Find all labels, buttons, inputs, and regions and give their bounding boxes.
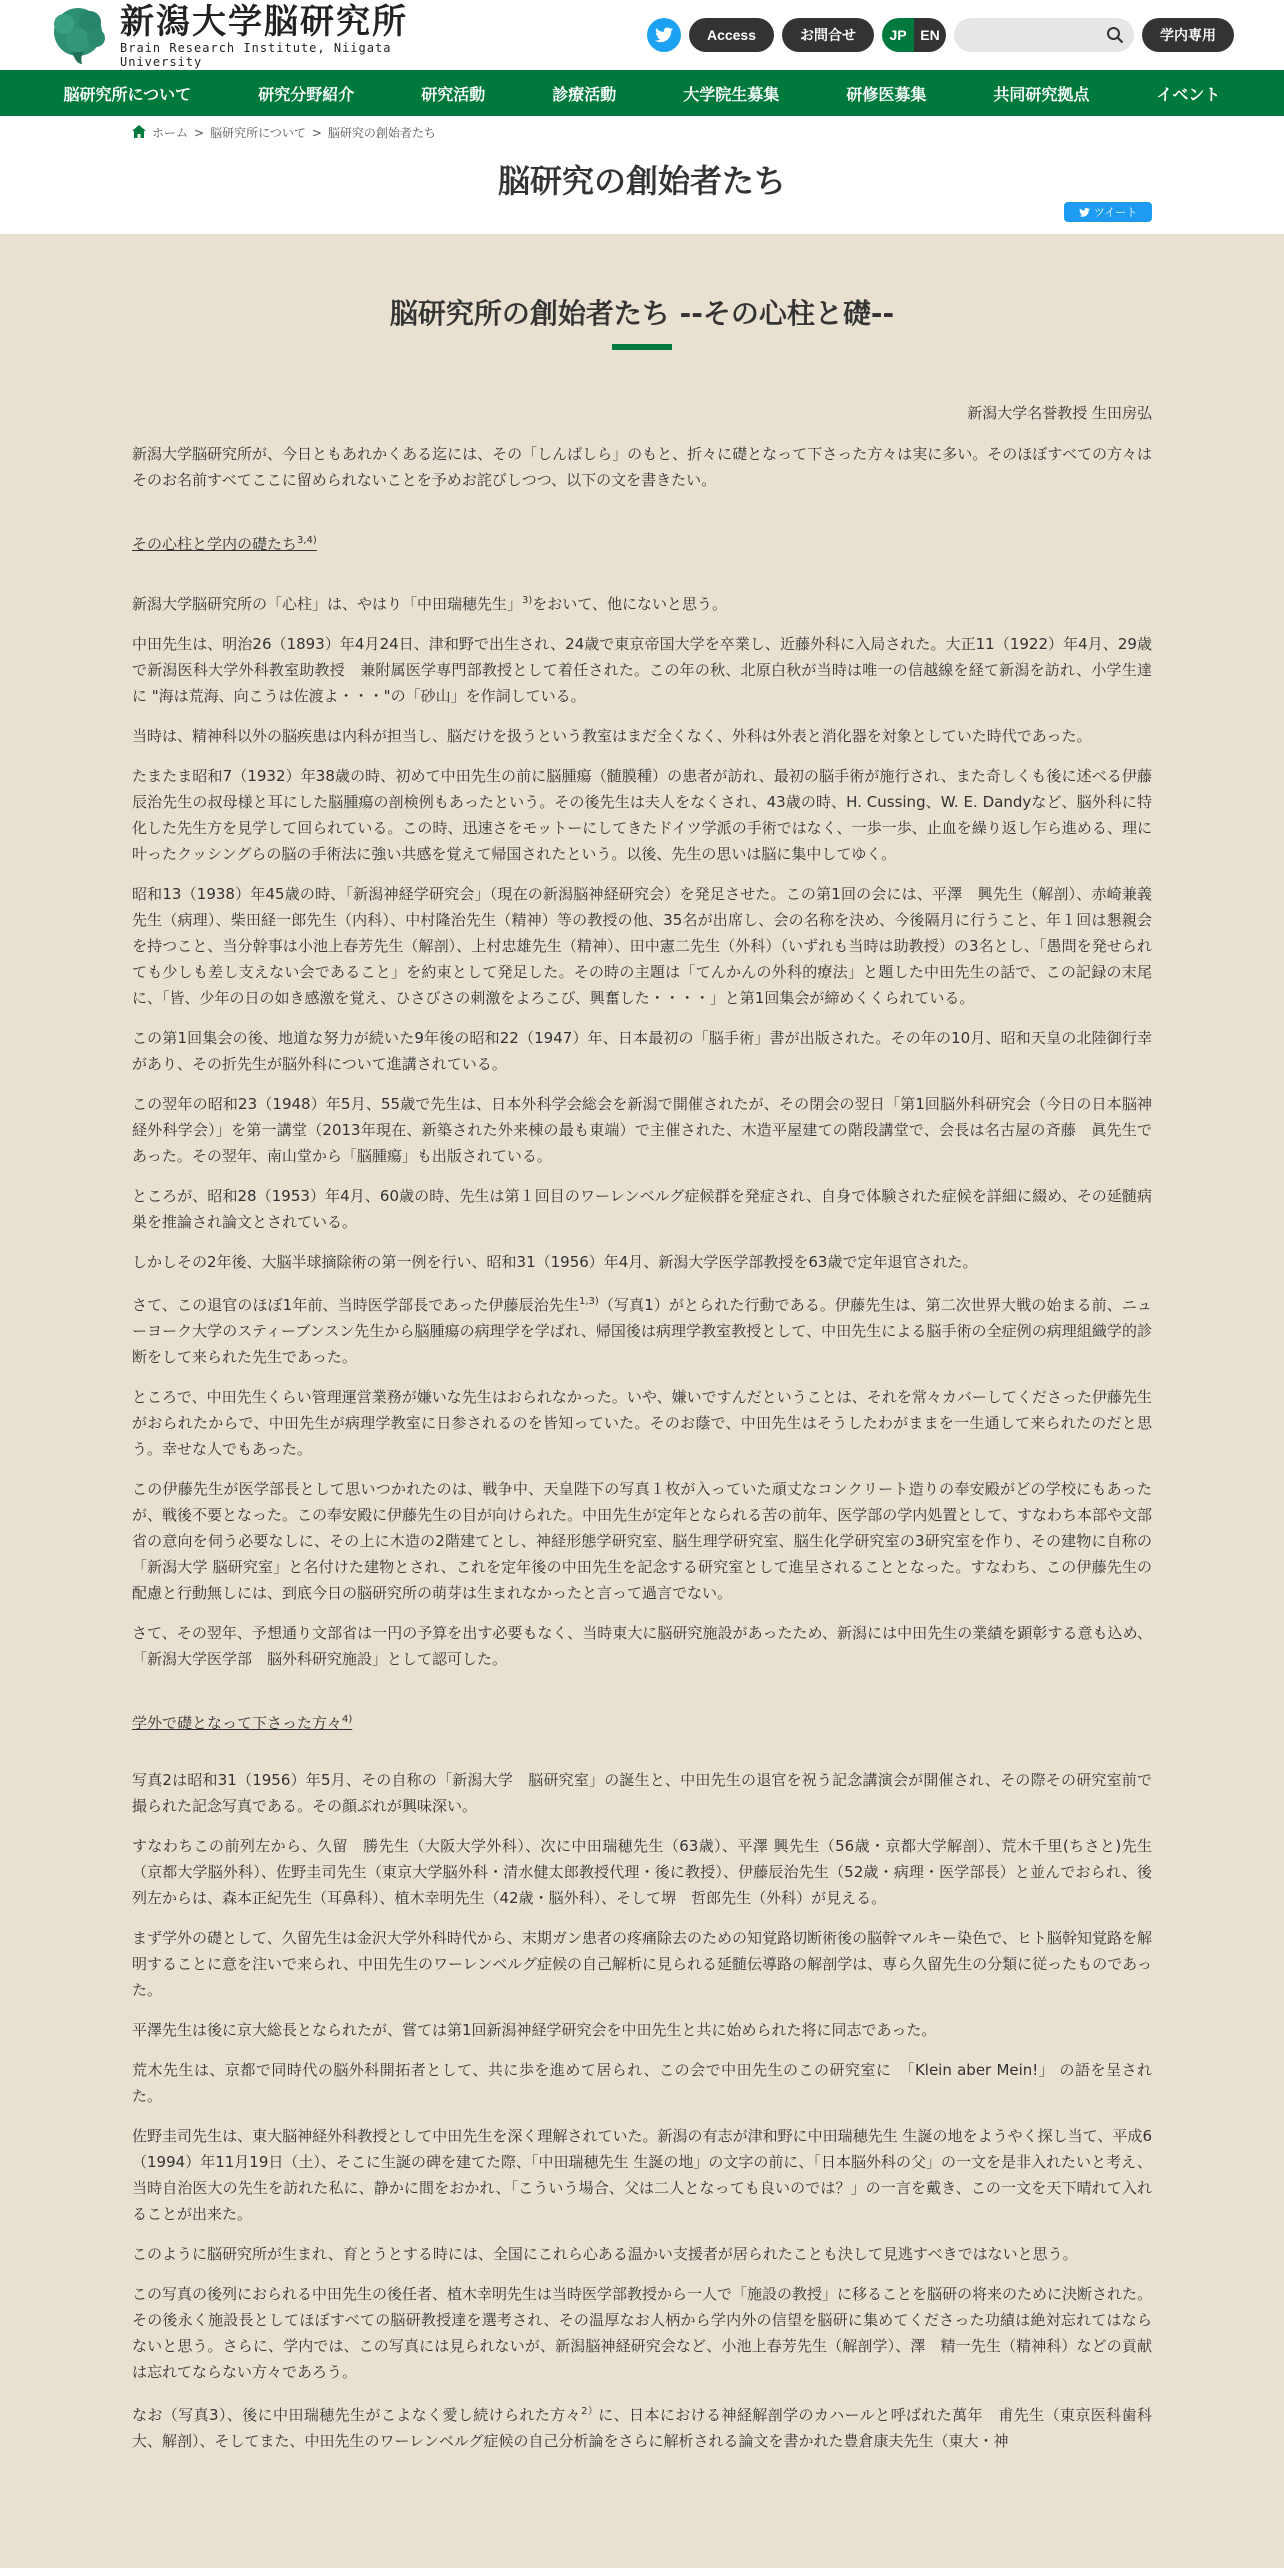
section-heading — [132, 1712, 1152, 1733]
nav-item-about[interactable]: 脳研究所について — [63, 84, 192, 104]
paragraph: ところが、昭和28（1953）年4月、60歳の時、先生は第１回目のワーレンベルグ症候群を発症され、自身で体験された症候を詳細に綴め、その延髄病巣を推論され論文とされている。 — [132, 1187, 1152, 1231]
footnote-ref: 3) — [522, 595, 533, 606]
logo-japanese: 新潟大学脳研究所 — [120, 2, 408, 42]
paragraph-text: 新潟大学脳研究所の「心柱」は、やはり「中田瑞穂先生」 — [132, 595, 523, 613]
site-logo[interactable] — [42, 2, 422, 69]
paragraph: この写真の後列におられる中田先生の後任者、植木幸明先生は当時医学部教授から一人で「施設の教授」に移ることを脳研の将来のために決断された。その後永く施設長としてほぼすべての脳研教授達を選考され、その温厚なお人柄から学内外の信望を脳研に集めてくださった功績は絶対忘れてはならないと思う。さらに、学内では、この写真には見られないが、新潟脳神経研究会など、小池上春芳先生（解剖学）、澤 精一先生（精神科）などの貢献は忘れてならない方々であろう。 — [132, 2285, 1153, 2381]
paragraph: さて、その翌年、予想通り文部省は一円の予算を出す必要もなく、当時東大に脳研究施設があったため、新潟には中田先生の業績を顕彰する意も込め、「新潟大学医学部 脳外科研究施設」として認可した。 — [132, 1624, 1152, 1668]
footnote-ref: 4) — [342, 1714, 353, 1725]
page-title: 脳研究の創始者たち — [497, 162, 786, 200]
paragraph: まず学外の礎として、久留先生は金沢大学外科時代から、末期ガン患者の疼痛除去のための知覚路切断術後の脳幹マルキー染色で、ヒト脳幹知覚路を解明することに意を注いで来られ、中田先生のワーレンベルグ症候の自己解析に見られる延髄伝導路の解剖学は、専ら久留先生の分類に従ったものであった。 — [132, 1929, 1152, 1999]
home-icon[interactable] — [132, 125, 146, 141]
paragraph — [132, 588, 1152, 617]
footnote-ref: 1,3) — [579, 1296, 599, 1307]
paragraph: このように脳研究所が生まれ、育とうとする時には、全国にこれら心ある温かい支援者が居られたことも決して見逃すべきではないと思う。 — [132, 2245, 1078, 2263]
nav-item-graduate[interactable]: 大学院生募集 — [683, 84, 780, 104]
paragraph: この翌年の昭和23（1948）年5月、55歳で先生は、日本外科学会総会を新潟で開催されたが、その閉会の翌日「第1回脳外科研究会（今日の日本脳神経外科学会）」を第一講堂（2013年現在、新築された外来棟の最も東端）で主催された、木造平屋建ての階段講堂で、会長は名古屋の斉藤 眞先生であった。その翌年、南山堂から「脳腫瘍」も出版されている。 — [132, 1095, 1152, 1165]
paragraph-text: なお（写真3）、後に中田瑞穂先生がこよなく愛し続けられた方々 — [132, 2406, 582, 2424]
page-title-band — [0, 116, 1284, 234]
paragraph-text: （写真1）がとられた行動である。伊藤先生は、第二次世界大戦の始まる前、ニューヨーク大学のスティーブンスン先生から脳腫瘍の病理学を学ばれ、帰国後は病理学教室教授として、中田先生による脳手術の全症例の病理組織学的診断をして来られた先生であった。 — [132, 1296, 1152, 1366]
intranet-button[interactable]: 学内専用 — [1142, 18, 1234, 52]
lang-en-button[interactable]: EN — [914, 18, 946, 52]
paragraph: しかしその2年後、大脳半球摘除術の第一例を行い、昭和31（1956）年4月、新潟大学医学部教授を63歳で定年退官された。 — [132, 1253, 978, 1271]
paragraph: 当時は、精神科以外の脳疾患は内科が担当し、脳だけを扱うという教室はまだ全くなく、外科は外表と消化器を対象としていた時代であった。 — [132, 727, 1092, 745]
nav-item-residents[interactable]: 研修医募集 — [846, 84, 927, 104]
article-author: 新潟大学名誉教授 生田房弘 — [967, 404, 1152, 422]
paragraph: たまたま昭和7（1932）年38歳の時、初めて中田先生の前に脳腫瘍（髄膜種）の患者が訪れ、最初の脳手術が施行され、また奇しくも後に述べる伊藤辰治先生の叔母様と耳にした脳腫瘍の剖検例もあったという。その後先生は夫人をなくされ、43歳の時、H. Cussing、W. E. Dandyなど、脳外科に特化した先生方を見学して回られている。この時、迅速さをモットーにしてきたドイツ学派の手術ではなく、一歩一歩、止血を繰り返し乍ら進める、理に叶ったクッシングらの脳の手術法に強い共感を覚えて帰国されたという。以後、先生の思いは脳に集中してゆく。 — [132, 767, 1152, 863]
nav-item-events[interactable]: イベント — [1156, 84, 1221, 104]
breadcrumb — [132, 124, 436, 141]
nav-item-research-activities[interactable]: 研究活動 — [421, 84, 486, 104]
breadcrumb-separator: > — [194, 125, 205, 140]
site-header — [0, 0, 1284, 70]
article-intro: 新潟大学脳研究所が、今日ともあれかくある迄には、その「しんばしら」のもと、折々に礎となって下さった方々は実に多い。そのほぼすべての方々はそのお名前すべてここに留められないことを予めお詫びしつつ、以下の文を書きたい。 — [132, 445, 1152, 489]
footnote-ref: 3,4) — [297, 535, 317, 546]
paragraph: 平澤先生は後に京大総長となられたが、嘗ては第1回新潟神経学研究会を中田先生と共に始められた将に同志であった。 — [132, 2021, 937, 2039]
breadcrumb-home[interactable]: ホーム — [152, 126, 189, 140]
section-heading — [132, 533, 1152, 554]
paragraph — [132, 2399, 1152, 2454]
contact-button[interactable]: お問合せ — [782, 18, 874, 52]
breadcrumb-about[interactable]: 脳研究所について — [210, 126, 306, 140]
paragraph-text: さて、この退官のほぼ1年前、当時医学部長であった伊藤辰治先生 — [132, 1296, 580, 1314]
paragraph: 佐野圭司先生は、東大脳神経外科教授として中田先生を深く理解されていた。新潟の有志が津和野に中田瑞穂先生 生誕の地をようやく探し当て、平成6（1994）年11月19日（土）、そこに生誕の碑を建てた際、「中田瑞穂先生 生誕の地」の文字の前に、「日本脳外科の父」の一文を是非入れたいと考え、当時自治医大の先生を訪れた私に、静かに間をおかれ、「こういう場合、父は二人となっても良いのでは？」の一言を戴き、この一文を天下晴れて入れることが出来た。 — [132, 2127, 1152, 2223]
nav-item-clinical[interactable]: 診療活動 — [552, 84, 617, 104]
article-title: 脳研究所の創始者たち --その心柱と礎-- — [389, 297, 895, 330]
breadcrumb-current: 脳研究の創始者たち — [327, 126, 436, 140]
lang-jp-button[interactable]: JP — [882, 18, 914, 52]
access-button[interactable]: Access — [689, 18, 774, 52]
logo-english: Brain Research Institute, Niigata University — [120, 41, 392, 69]
search-icon[interactable] — [1106, 26, 1124, 44]
twitter-icon[interactable] — [647, 18, 681, 52]
nav-item-research-fields[interactable]: 研究分野紹介 — [258, 84, 355, 104]
paragraph: この第1回集会の後、地道な努力が続いた9年後の昭和22（1947）年、日本最初の「脳手術」書が出版された。その年の10月、昭和天皇の北陸御行幸があり、その折先生が脳外科について進講されている。 — [132, 1029, 1152, 1073]
twitter-bird-icon — [1079, 208, 1090, 217]
tweet-button[interactable] — [1064, 202, 1152, 222]
breadcrumb-separator: > — [311, 125, 322, 140]
section-heading-text: 学外で礎となって下さった方々 — [132, 1714, 343, 1732]
paragraph-text: に、日本における神経解剖学のカハールと呼ばれた萬年 甫先生（東京医科歯科大、解剖）、そしてまた、中田先生のワーレンベルグ症候の自己分析論をさらに解析される論文を書かれた豊倉康夫先生（東大・神 — [132, 2406, 1152, 2450]
search-box — [954, 18, 1134, 52]
section-heading-text: その心柱と学内の礎たち — [132, 535, 298, 553]
footnote-ref: 2） — [581, 2406, 599, 2417]
paragraph: 写真2は昭和31（1956）年5月、その自称の「新潟大学 脳研究室」の誕生と、中田先生の退官を祝う記念講演会が開催され、その際その研究室前で撮られた記念写真である。その顔ぶれが興味深い。 — [132, 1771, 1152, 1815]
paragraph: 昭和13（1938）年45歳の時、「新潟神経学研究会」（現在の新潟脳神経研究会）を発足させた。この第1回の会には、平澤 興先生（解剖）、赤崎兼義先生（病理）、柴田経一郎先生（内科）、中村隆治先生（精神）等の教授の他、35名が出席し、会の名称を決め、今後隔月に行うこと、年１回は懇親会を持つこと、当分幹事は小池上春芳先生（解剖）、上村忠雄先生（精神）、田中憲二先生（外科）（いずれも当時は助教授）の3名とし、「愚問を発せられても少しも差し支えない会であること」を約束として発足した。その時の主題は「てんかんの外科的療法」と題した中田先生の話で、この記録の末尾に、「皆、少年の日の如き感激を覚え、ひさびさの刺激をよろこび、興奮した・・・・」と第1回集会が締めくくられている。 — [132, 885, 1152, 1007]
paragraph — [132, 1289, 1152, 1370]
paragraph: ところで、中田先生くらい管理運営業務が嫌いな先生はおられなかった。いや、嫌いですんだということは、それを常々カバーしてくださった伊藤先生がおられたからで、中田先生が病理学教室に日参されるのを皆知っていた。そのお蔭で、中田先生はそうしたわがままを一生通して来られたのだと思う。幸せな人でもあった。 — [132, 1388, 1152, 1458]
brain-logo-icon — [42, 6, 114, 66]
article — [132, 234, 1152, 2454]
language-switch — [882, 18, 946, 52]
nav-item-joint-research[interactable]: 共同研究拠点 — [993, 84, 1090, 104]
paragraph: この伊藤先生が医学部長として思いつかれたのは、戦争中、天皇陛下の写真１枚が入っていた頑丈なコンクリート造りの奉安殿がどの学校にもあったが、戦後不要となった。この奉安殿に伊藤先生の目が向けられた。中田先生が定年となられる苦の前年、医学部の学内処置として、すなわち本部や文部省の意向を伺う必要なしに、その上に木造の2階建てとし、神経形態学研究室、脳生理学研究室、脳生化学研究室の3研究室を作り、その建物に自称の「新潟大学 脳研究室」と名付けた建物とされ、これを定年後の中田先生を記念する研究室として進呈されることとなった。すなわち、この伊藤先生の配慮と行動無しには、到底今日の脳研究所の萌芽は生まれなかったと言って過言でない。 — [132, 1480, 1152, 1602]
title-underline — [612, 344, 672, 350]
paragraph: 荒木先生は、京都で同時代の脳外科開拓者として、共に歩を進めて居られ、この会で中田先生のこの研究室に 「Klein aber Mein!」 の語を呈された。 — [132, 2061, 1152, 2105]
global-nav — [0, 70, 1284, 116]
paragraph: すなわちこの前列左から、久留 勝先生（大阪大学外科）、次に中田瑞穂先生（63歳）、平澤 興先生（56歳・京都大学解剖）、荒木千里(ちさと)先生（京都大学脳外科）、佐野圭司先生（東京大学脳外科・清水健太郎教授代理・後に教授）、伊藤辰治先生（52歳・病理・医学部長）と並んでおられ、後列左からは、森本正紀先生（耳鼻科）、植木幸明先生（42歳・脳外科）、そして堺 哲郎先生（外科）が見える。 — [132, 1837, 1152, 1907]
tweet-label: ツイート — [1093, 207, 1138, 219]
paragraph: 中田先生は、明治26（1893）年4月24日、津和野で出生され、24歳で東京帝国大学を卒業し、近藤外科に入局された。大正11（1922）年4月、29歳で新潟医科大学外科教室助教授 兼附属医学専門部教授として着任された。この年の秋、北原白秋が当時は唯一の信越線を経て新潟を訪れ、小学生達に "海は荒海、向こうは佐渡よ・・・"の「砂山」を作詞している。 — [132, 635, 1152, 705]
paragraph-text: をおいて、他にないと思う。 — [532, 595, 727, 613]
